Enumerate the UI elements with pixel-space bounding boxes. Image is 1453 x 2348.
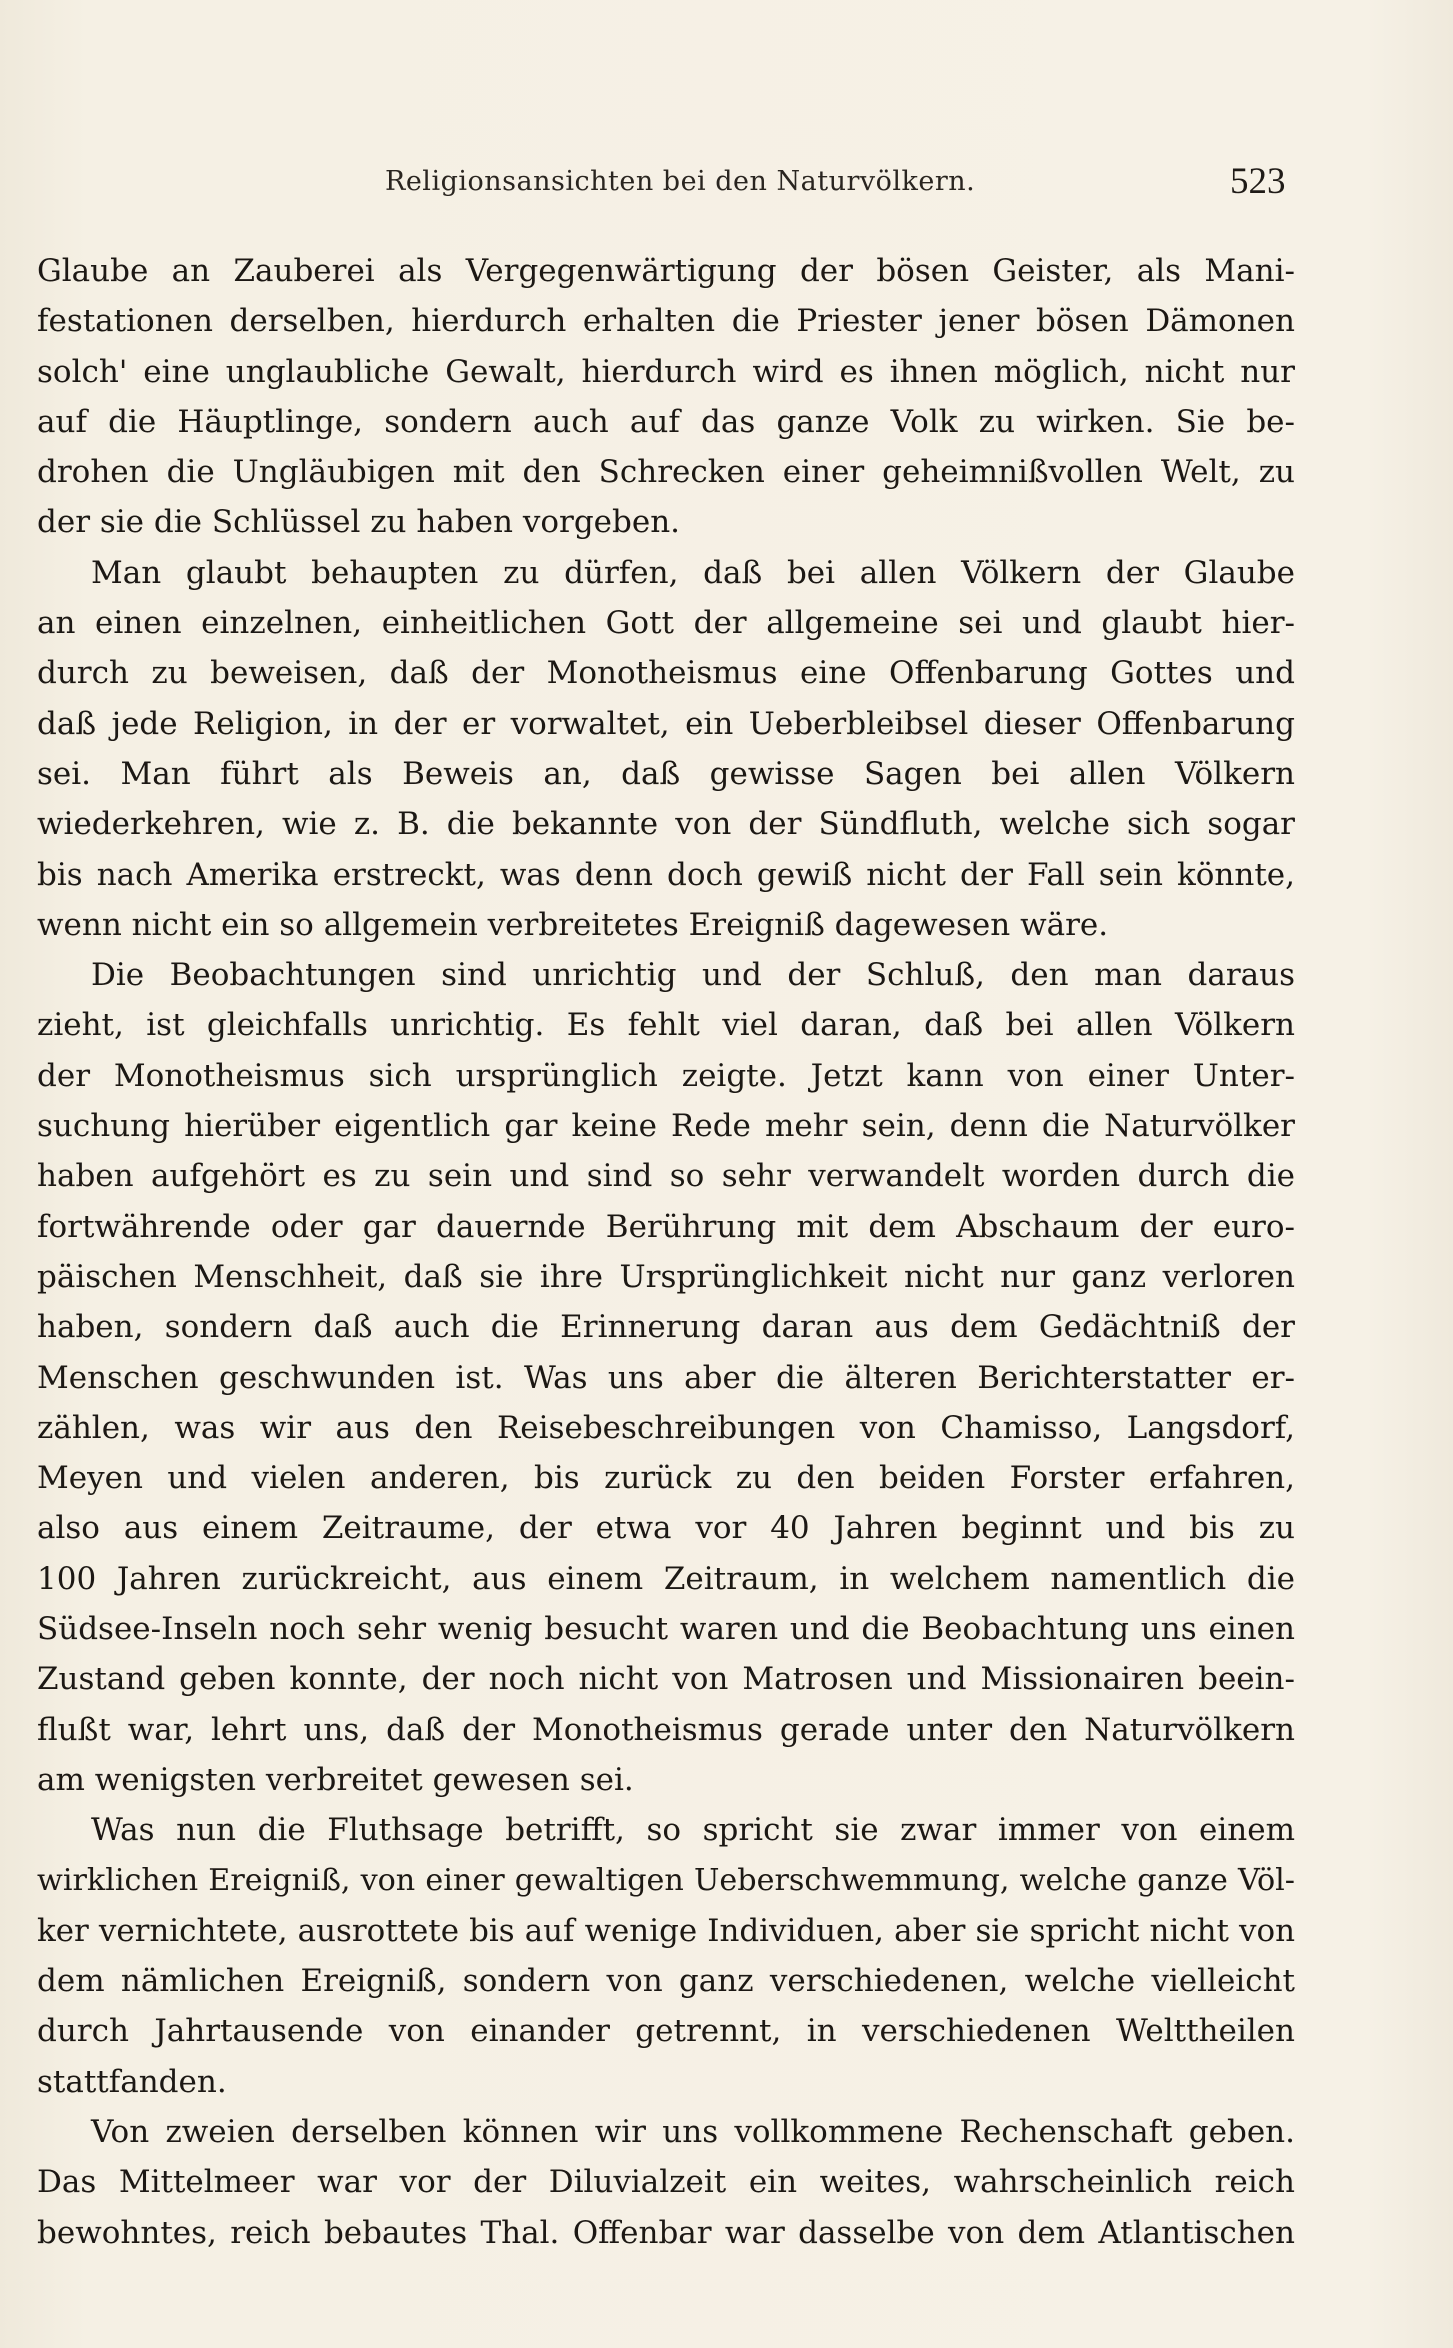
text-line: durch zu beweisen, daß der Monotheismus eine Offenbarung Gottes und [37,655,1295,692]
text-line: haben aufgehört es zu sein und sind so sehr verwandelt worden durch die [37,1158,1295,1195]
text-line: haben, sondern daß auch die Erinnerung daran aus dem Gedächtniß der [37,1309,1295,1346]
text-line: Südsee-Inseln noch sehr wenig besucht waren und die Beobachtung uns einen [37,1611,1295,1648]
running-head: Religionsansichten bei den Naturvölkern. [385,166,976,197]
text-line: Von zweien derselben können wir uns vollkommene Rechenschaft geben. [91,2113,1295,2150]
text-line: bewohntes, reich bebautes Thal. Offenbar war dasselbe von dem Atlantischen [37,2214,1295,2251]
text-line: Was nun die Fluthsage betrifft, so spricht sie zwar immer von einem [91,1812,1295,1849]
text-line: wenn nicht ein so allgemein verbreitetes Ereigniß dagewesen wäre. [37,906,1109,943]
text-line: durch Jahrtausende von einander getrennt, in verschiedenen Welttheilen [37,2013,1295,2050]
text-line: fortwährende oder gar dauernde Berührung mit dem Abschaum der euro- [37,1208,1295,1245]
text-line: auf die Häuptlinge, sondern auch auf das ganze Volk zu wirken. Sie be- [37,403,1295,440]
page-number: 523 [1230,161,1286,202]
text-line: sei. Man führt als Beweis an, daß gewisse Sagen bei allen Völkern [37,755,1295,792]
text-line: solch' eine unglaubliche Gewalt, hierdurch wird es ihnen möglich, nicht nur [37,353,1295,390]
text-line: Zustand geben konnte, der noch nicht von Matrosen und Missionairen beein- [37,1661,1295,1698]
text-line: wiederkehren, wie z. B. die bekannte von der Sündfluth, welche sich sogar [37,806,1295,843]
text-line: Meyen und vielen anderen, bis zurück zu den beiden Forster erfahren, [37,1460,1295,1497]
text-line: suchung hierüber eigentlich gar keine Rede mehr sein, denn die Naturvölker [37,1108,1295,1145]
text-line: wirklichen Ereigniß, von einer gewaltigen Ueberschwemmung, welche ganze Völ- [37,1862,1295,1898]
text-line: flußt war, lehrt uns, daß der Monotheismus gerade unter den Naturvölkern [37,1711,1295,1748]
text-line: 100 Jahren zurückreicht, aus einem Zeitraum, in welchem namentlich die [37,1560,1295,1597]
text-line: drohen die Ungläubigen mit den Schrecken einer geheimnißvollen Welt, zu [37,454,1295,491]
text-line: Das Mittelmeer war vor der Diluvialzeit ein weites, wahrscheinlich reich [37,2164,1295,2201]
body-text [37,246,1295,2258]
text-line: festationen derselben, hierdurch erhalten die Priester jener bösen Dämonen [37,303,1295,340]
text-line: daß jede Religion, in der er vorwaltet, ein Ueberbleibsel dieser Offenbarung [37,705,1295,742]
text-line: Die Beobachtungen sind unrichtig und der Schluß, den man daraus [91,957,1295,994]
text-line: Menschen geschwunden ist. Was uns aber die älteren Berichterstatter er- [37,1359,1295,1396]
page-header [0,160,1453,210]
text-line: also aus einem Zeitraume, der etwa vor 40 Jahren beginnt und bis zu [37,1510,1295,1547]
text-line: an einen einzelnen, einheitlichen Gott der allgemeine sei und glaubt hier- [37,605,1295,642]
text-line: zieht, ist gleichfalls unrichtig. Es fehlt viel daran, daß bei allen Völkern [37,1007,1295,1044]
text-line: zählen, was wir aus den Reisebeschreibungen von Chamisso, Langsdorf, [37,1409,1295,1446]
text-line: der Monotheismus sich ursprünglich zeigte. Jetzt kann von einer Unter- [37,1057,1295,1094]
text-line: Man glaubt behaupten zu dürfen, daß bei allen Völkern der Glaube [91,554,1295,591]
text-line: bis nach Amerika erstreckt, was denn doch gewiß nicht der Fall sein könnte, [37,856,1295,893]
text-line: der sie die Schlüssel zu haben vorgeben. [37,504,681,541]
text-line: ker vernichtete, ausrottete bis auf wenige Individuen, aber sie spricht nicht von [37,1912,1295,1949]
text-line: päischen Menschheit, daß sie ihre Ursprünglichkeit nicht nur ganz verloren [37,1258,1295,1295]
text-line: stattfanden. [37,2063,227,2100]
text-line: dem nämlichen Ereigniß, sondern von ganz verschiedenen, welche vielleicht [37,1963,1295,2000]
text-line: am wenigsten verbreitet gewesen sei. [37,1761,634,1798]
text-line: Glaube an Zauberei als Vergegenwärtigung der bösen Geister, als Mani- [37,253,1295,289]
